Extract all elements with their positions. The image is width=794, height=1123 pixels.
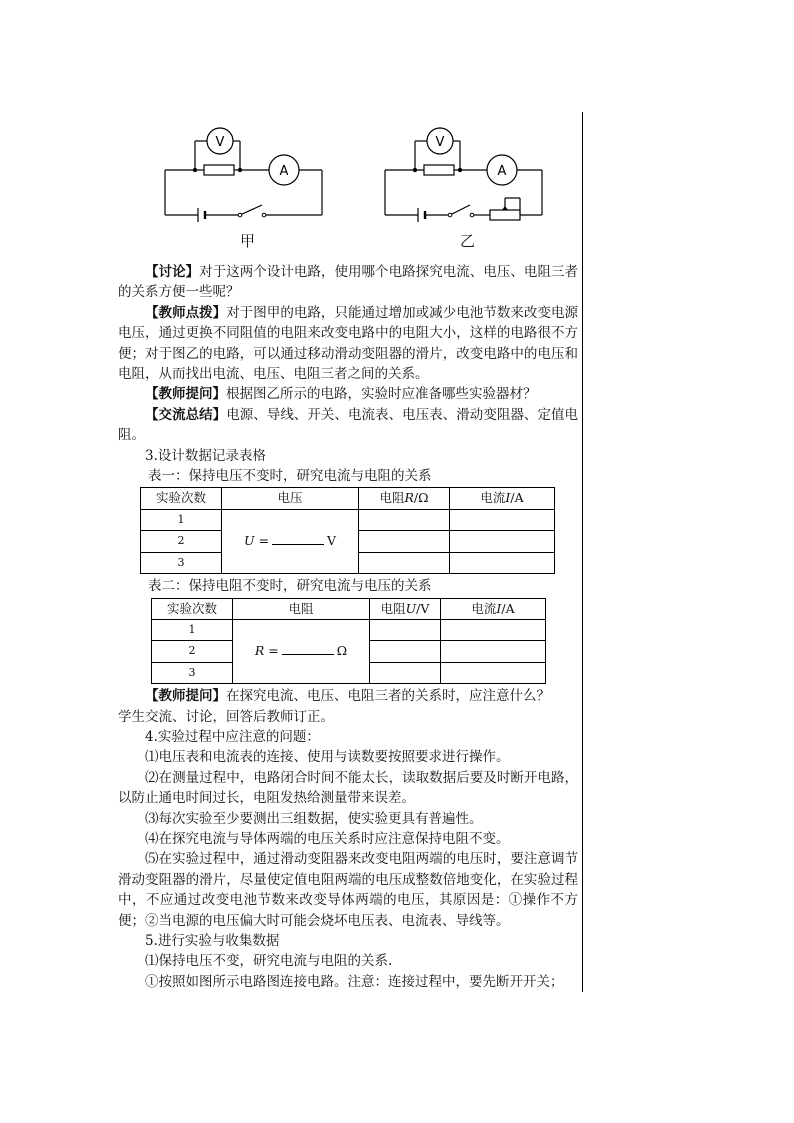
label: 电阻 [379, 490, 405, 506]
tag: 【教师提问】 [145, 386, 226, 403]
header-trial: 实验次数 [141, 488, 222, 509]
unit: Ω [418, 490, 429, 506]
label: 电流 [480, 490, 506, 506]
circuit-diagram-yi [380, 122, 550, 222]
empty-cell[interactable] [359, 531, 450, 552]
tag: 【教师提问】 [145, 688, 226, 705]
table2-caption: 表二：保持电阻不变时，研究电流与电压的关系 [148, 578, 432, 595]
paragraph-summary [118, 405, 578, 446]
empty-cell[interactable] [359, 552, 450, 573]
table1-caption: 表一：保持电压不变时，研究电流与电阻的关系 [148, 468, 432, 485]
paragraph-teacher-point [118, 303, 578, 385]
paragraph-students: 学生交流、讨论，回答后教师订正。 [118, 708, 334, 725]
note-item: ⑸在实验过程中，通过滑动变阻器来改变电阻两端的电压时，要注意调节滑动变阻器的滑片，尽量使定值电阻两端的电压成整数倍地变化，在实验过程中，不应通过改变电池节数来改变导体两端的电压，其原因是：①操作不方便；②当电源的电压偏大时可能会烧坏电压表、电流表、导线等。 [118, 851, 578, 929]
header-current: 电流I/A [441, 598, 546, 619]
note-item: ⑵在测量过程中，电路闭合时间不能太长，读取数据后要及时断开电路，以防止通电时间过长，电阻发热给测量带来误差。 [118, 769, 578, 807]
var: U [243, 533, 255, 549]
voltmeter-label: V [435, 135, 445, 150]
note-item: ⑷在探究电流与导体两端的电压关系时应注意保持电阻不变。 [145, 830, 510, 847]
header-trial: 实验次数 [152, 598, 233, 619]
empty-cell[interactable] [370, 662, 441, 683]
table-1 [140, 487, 555, 574]
header-current: 电流I/A [450, 488, 555, 509]
unit: A [514, 490, 524, 506]
eq: = [268, 643, 279, 659]
paragraph-discuss [118, 262, 578, 303]
empty-cell[interactable] [441, 641, 546, 662]
trial-number: 2 [152, 641, 233, 662]
unit: A [505, 600, 515, 616]
header-voltage: 电压 [222, 488, 359, 509]
empty-cell[interactable] [359, 509, 450, 530]
header-resistance: 电阻R/Ω [359, 488, 450, 509]
resistance-formula-cell [233, 619, 370, 683]
trial-number: 3 [152, 662, 233, 683]
empty-cell[interactable] [450, 531, 555, 552]
empty-cell[interactable] [441, 619, 546, 640]
caption-jia: 甲 [240, 232, 256, 250]
ammeter-label: A [279, 164, 289, 179]
main-text [118, 262, 578, 992]
label: 电流 [471, 600, 497, 616]
text: 电源、导线、开关、电流表、电压表、滑动变阻器、定值电阻。 [118, 406, 579, 444]
section-4-heading: 4.实验过程中应注意的问题： [145, 728, 320, 745]
empty-cell[interactable] [370, 641, 441, 662]
trial-number: 2 [141, 531, 222, 552]
fill-blank[interactable] [282, 642, 334, 655]
step-item: ①按照如图所示电路图连接电路。注意：连接过程中，要先断开开关； [145, 973, 564, 990]
empty-cell[interactable] [450, 552, 555, 573]
text: 根据图乙所示的电路，实验时应准备哪些实验器材？ [226, 386, 537, 403]
label: 电阻 [380, 600, 406, 616]
fill-blank[interactable] [272, 532, 324, 545]
caption-yi: 乙 [460, 232, 476, 250]
table-2 [151, 598, 546, 685]
text: 在探究电流、电压、电阻三者的关系时，应注意什么？ [226, 688, 550, 705]
paragraph-teacher-question [118, 384, 578, 404]
empty-cell[interactable] [370, 619, 441, 640]
empty-cell[interactable] [450, 509, 555, 530]
tag: 【讨论】 [145, 264, 200, 280]
trial-number: 3 [141, 552, 222, 573]
page-margin-line [582, 112, 583, 992]
unit: Ω [336, 643, 348, 659]
section-3-heading: 3.设计数据记录表格 [145, 447, 266, 464]
paragraph-teacher-question-2 [118, 686, 578, 706]
header-resistance: 电阻 [233, 598, 370, 619]
tag: 【教师点拨】 [145, 304, 227, 321]
text: 对于这两个设计电路，使用哪个电路探究电流、电压、电阻三者的关系方便一些呢？ [118, 264, 579, 301]
step-item: ⑴保持电压不变，研究电流与电阻的关系. [145, 953, 393, 970]
trial-number: 1 [141, 509, 222, 530]
var: R [254, 643, 265, 659]
note-item: ⑴电压表和电流表的连接、使用与读数要按照要求进行操作。 [145, 749, 510, 766]
empty-cell[interactable] [441, 662, 546, 683]
unit: V [420, 600, 430, 616]
unit: V [326, 533, 337, 549]
trial-number: 1 [152, 619, 233, 640]
header-voltage: 电阻U/V [370, 598, 441, 619]
circuit-diagram-jia [160, 122, 330, 222]
var: U [405, 600, 417, 616]
tag: 【交流总结】 [145, 406, 227, 423]
ammeter-label: A [497, 164, 507, 179]
voltage-formula-cell [222, 509, 359, 573]
note-item: ⑶每次实验至少要测出三组数据，使实验更具有普遍性。 [145, 810, 483, 827]
eq: = [258, 533, 269, 549]
voltmeter-label: V [215, 135, 225, 150]
text: 对于图甲的电路，只能通过增加或减少电池节数来改变电源电压，通过更换不同阻值的电阻来改变电路中的电阻大小，这样的电路很不方便；对于图乙的电路，可以通过移动滑动变阻器的滑片，改变电路中的电压和电阻，从而找出电流、电压、电阻三者之间的关系。 [118, 304, 579, 383]
section-5-heading: 5.进行实验与收集数据 [145, 933, 280, 949]
